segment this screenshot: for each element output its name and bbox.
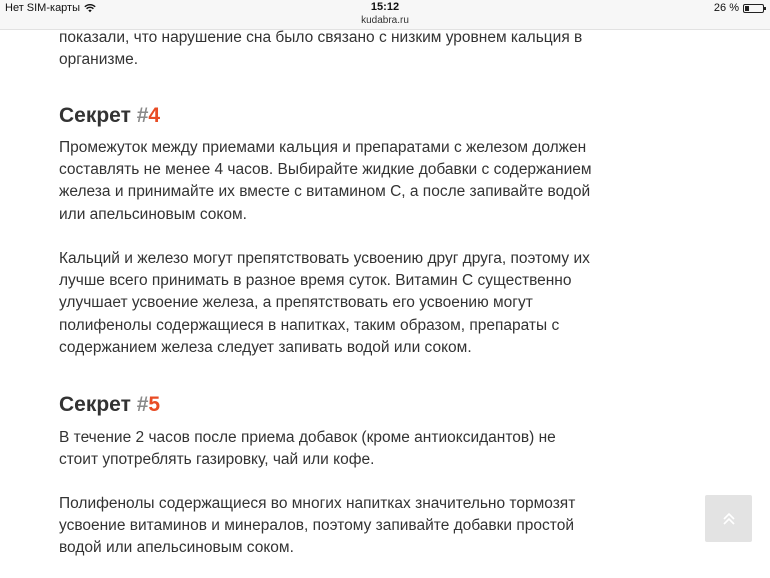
heading-number: 4 xyxy=(148,104,161,127)
intro-paragraph: показали, что нарушение сна было связано с низким уровнем кальция в организме. xyxy=(59,29,583,69)
battery-group xyxy=(714,2,764,14)
section-4-paragraph-2: Кальций и железо могут препятствовать усвоению друг друга, поэтому их лучше всего принимать в разное время суток. Витамин С существенно улучшает усвоение железа, а препятствовать его усвоению могут полифенолы содержащиеся в напитках, таким образом, препараты с содержанием железа следует запивать водой или соком. xyxy=(59,250,590,356)
section-5-paragraph-1: В течение 2 часов после приема добавок (кроме антиоксидантов) не стоит употреблять газировку, чай или кофе. xyxy=(59,429,556,469)
battery-fill xyxy=(745,6,749,11)
clock: 15:12 xyxy=(370,1,400,13)
double-chevron-up-icon xyxy=(722,512,736,526)
section-5-paragraph-2: Полифенолы содержащиеся во многих напитках значительно тормозят усвоение витаминов и минералов, поэтому запивайте добавки простой водой или апельсиновым соком. xyxy=(59,495,576,557)
battery-percent: 26 % xyxy=(713,2,739,14)
battery-icon xyxy=(743,4,764,13)
carrier-label: Нет SIM-карты xyxy=(5,2,81,14)
section-4-paragraph-1: Промежуток между приемами кальция и препаратами с железом должен составлять не менее 4 часов. Выбирайте жидкие добавки с содержанием железа и принимайте их вместе с витамином С, а после запивайте водой или апельсиновым соком. xyxy=(59,139,592,223)
section-5-heading xyxy=(59,392,599,418)
heading-hash: # xyxy=(136,104,149,127)
heading-label: Секрет xyxy=(59,393,137,416)
section-4-heading xyxy=(59,103,599,129)
heading-hash: # xyxy=(136,393,149,416)
status-bar xyxy=(0,0,770,30)
heading-label: Секрет xyxy=(59,104,137,127)
battery-nub xyxy=(764,7,766,10)
heading-number: 5 xyxy=(148,393,161,416)
scroll-to-top-button[interactable] xyxy=(705,495,752,542)
url-bar[interactable]: kudabra.ru xyxy=(361,15,409,26)
